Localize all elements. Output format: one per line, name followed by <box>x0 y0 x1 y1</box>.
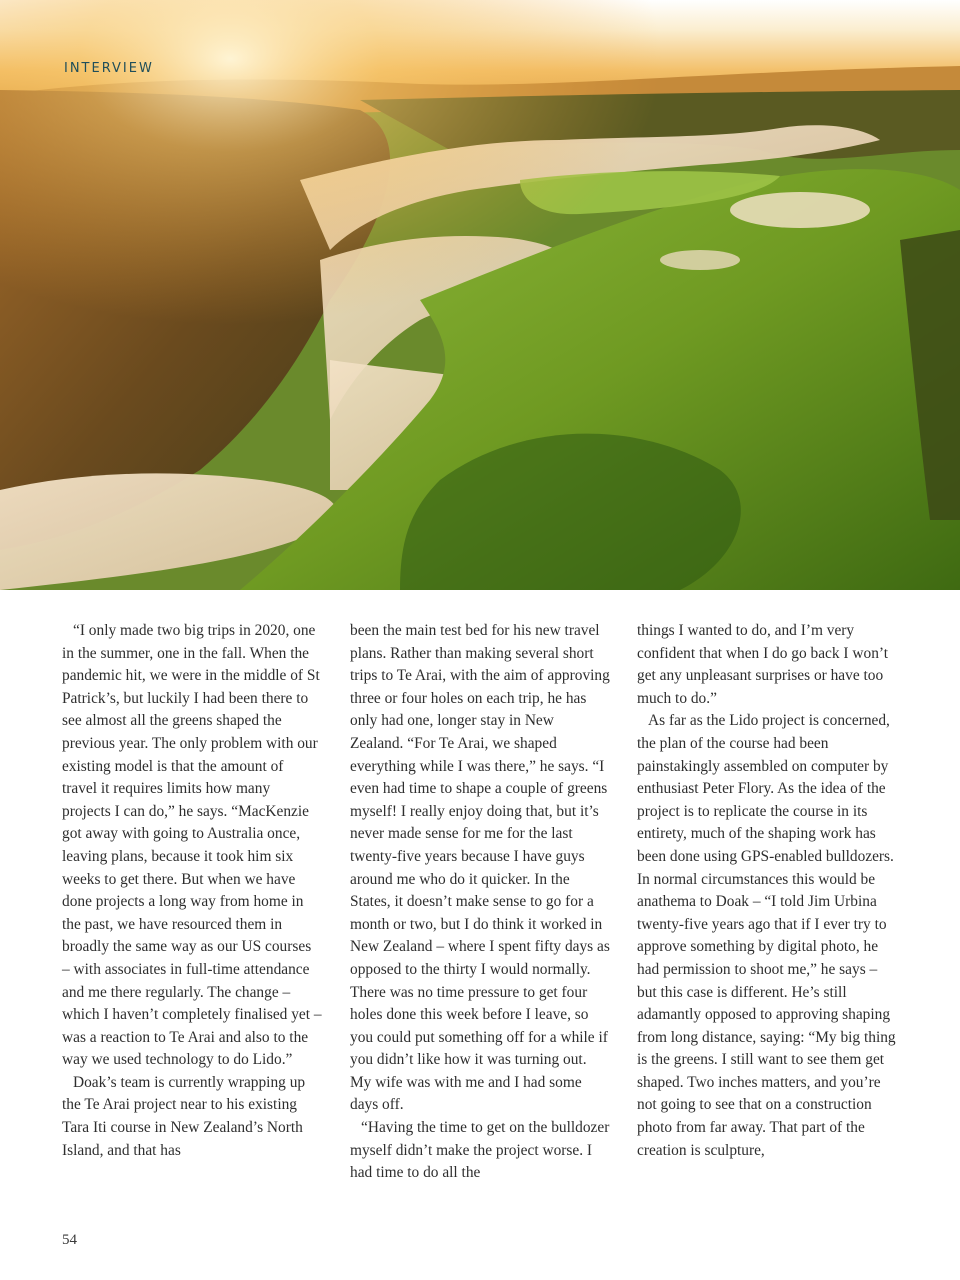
text-column-1 <box>62 620 322 1162</box>
paragraph: been the main test bed for his new travel plans. Rather than making several short trips to Te Arai, with the aim of approving three or four holes on each trip, he has only had one, longer stay in New Zealand. “For Te Arai, we shaped everything while I was there,” he says. “I even had time to shape a couple of greens myself! I really enjoy doing that, but it’s never made sense for me for the last twenty-five years because I have guys around me who do it quicker. In the States, it doesn’t make sense to go for a month or two, but I do think it worked in New Zealand – where I spent fifty days as opposed to the thirty I would normally. There was no time pressure to get four holes done this week before I leave, so you could put something off for a while if you didn’t like how it was turning out. My wife was with me and I had some days off. <box>350 622 610 1114</box>
golf-course-aerial-photo <box>0 0 960 590</box>
paragraph: Doak’s team is currently wrapping up the Te Arai project near to his existing Tara Iti course in New Zealand’s North Island, and that has <box>62 1073 306 1159</box>
hero-photo <box>0 0 960 590</box>
paragraph: “Having the time to get on the bulldozer myself didn’t make the project worse. I had time to do all the <box>350 1119 610 1182</box>
paragraph: things I wanted to do, and I’m very confident that when I do go back I won’t get any unpleasant surprises or have too much to do.” <box>637 622 889 707</box>
text-column-3 <box>637 620 897 1162</box>
article-body <box>62 620 902 1210</box>
paragraph: “I only made two big trips in 2020, one in the summer, one in the fall. When the pandemic hit, we were in the middle of St Patrick’s, but luckily I had been there to see almost all the greens shaped the previous year. The only problem with our existing model is that the amount of travel it requires limits how many projects I can do,” he says. “MacKenzie got away with going to Australia once, leaving plans, because it took him six weeks to get there. But when we have done projects a long way from home in the past, we have resourced them in broadly the same way as our US courses – with associates in full-time attendance and me there regularly. The change – which I haven’t completely finalised yet – was a reaction to Te Arai and also to the way we used technology to do Lido.” <box>62 622 322 1069</box>
page-number: 54 <box>62 1232 77 1248</box>
text-column-2 <box>350 620 610 1185</box>
section-label: INTERVIEW <box>64 61 154 76</box>
paragraph: As far as the Lido project is concerned, the plan of the course had been painstakingly assembled on computer by enthusiast Peter Flory. As the idea of the project is to replicate the course in its entirety, much of the shaping work has been done using GPS-enabled bulldozers. In normal circumstances this would be anathema to Doak – “I told Jim Urbina twenty-five years ago that if I ever try to approve something by digital photo, he had permission to shoot me,” he says – but this case is different. He’s still adamantly opposed to approving shaping from long distance, saying: “My big thing is the greens. I still want to see them get shaped. Two inches matters, and you’re not going to see that on a construction photo from far away. That part of the creation is sculpture, <box>637 712 896 1159</box>
